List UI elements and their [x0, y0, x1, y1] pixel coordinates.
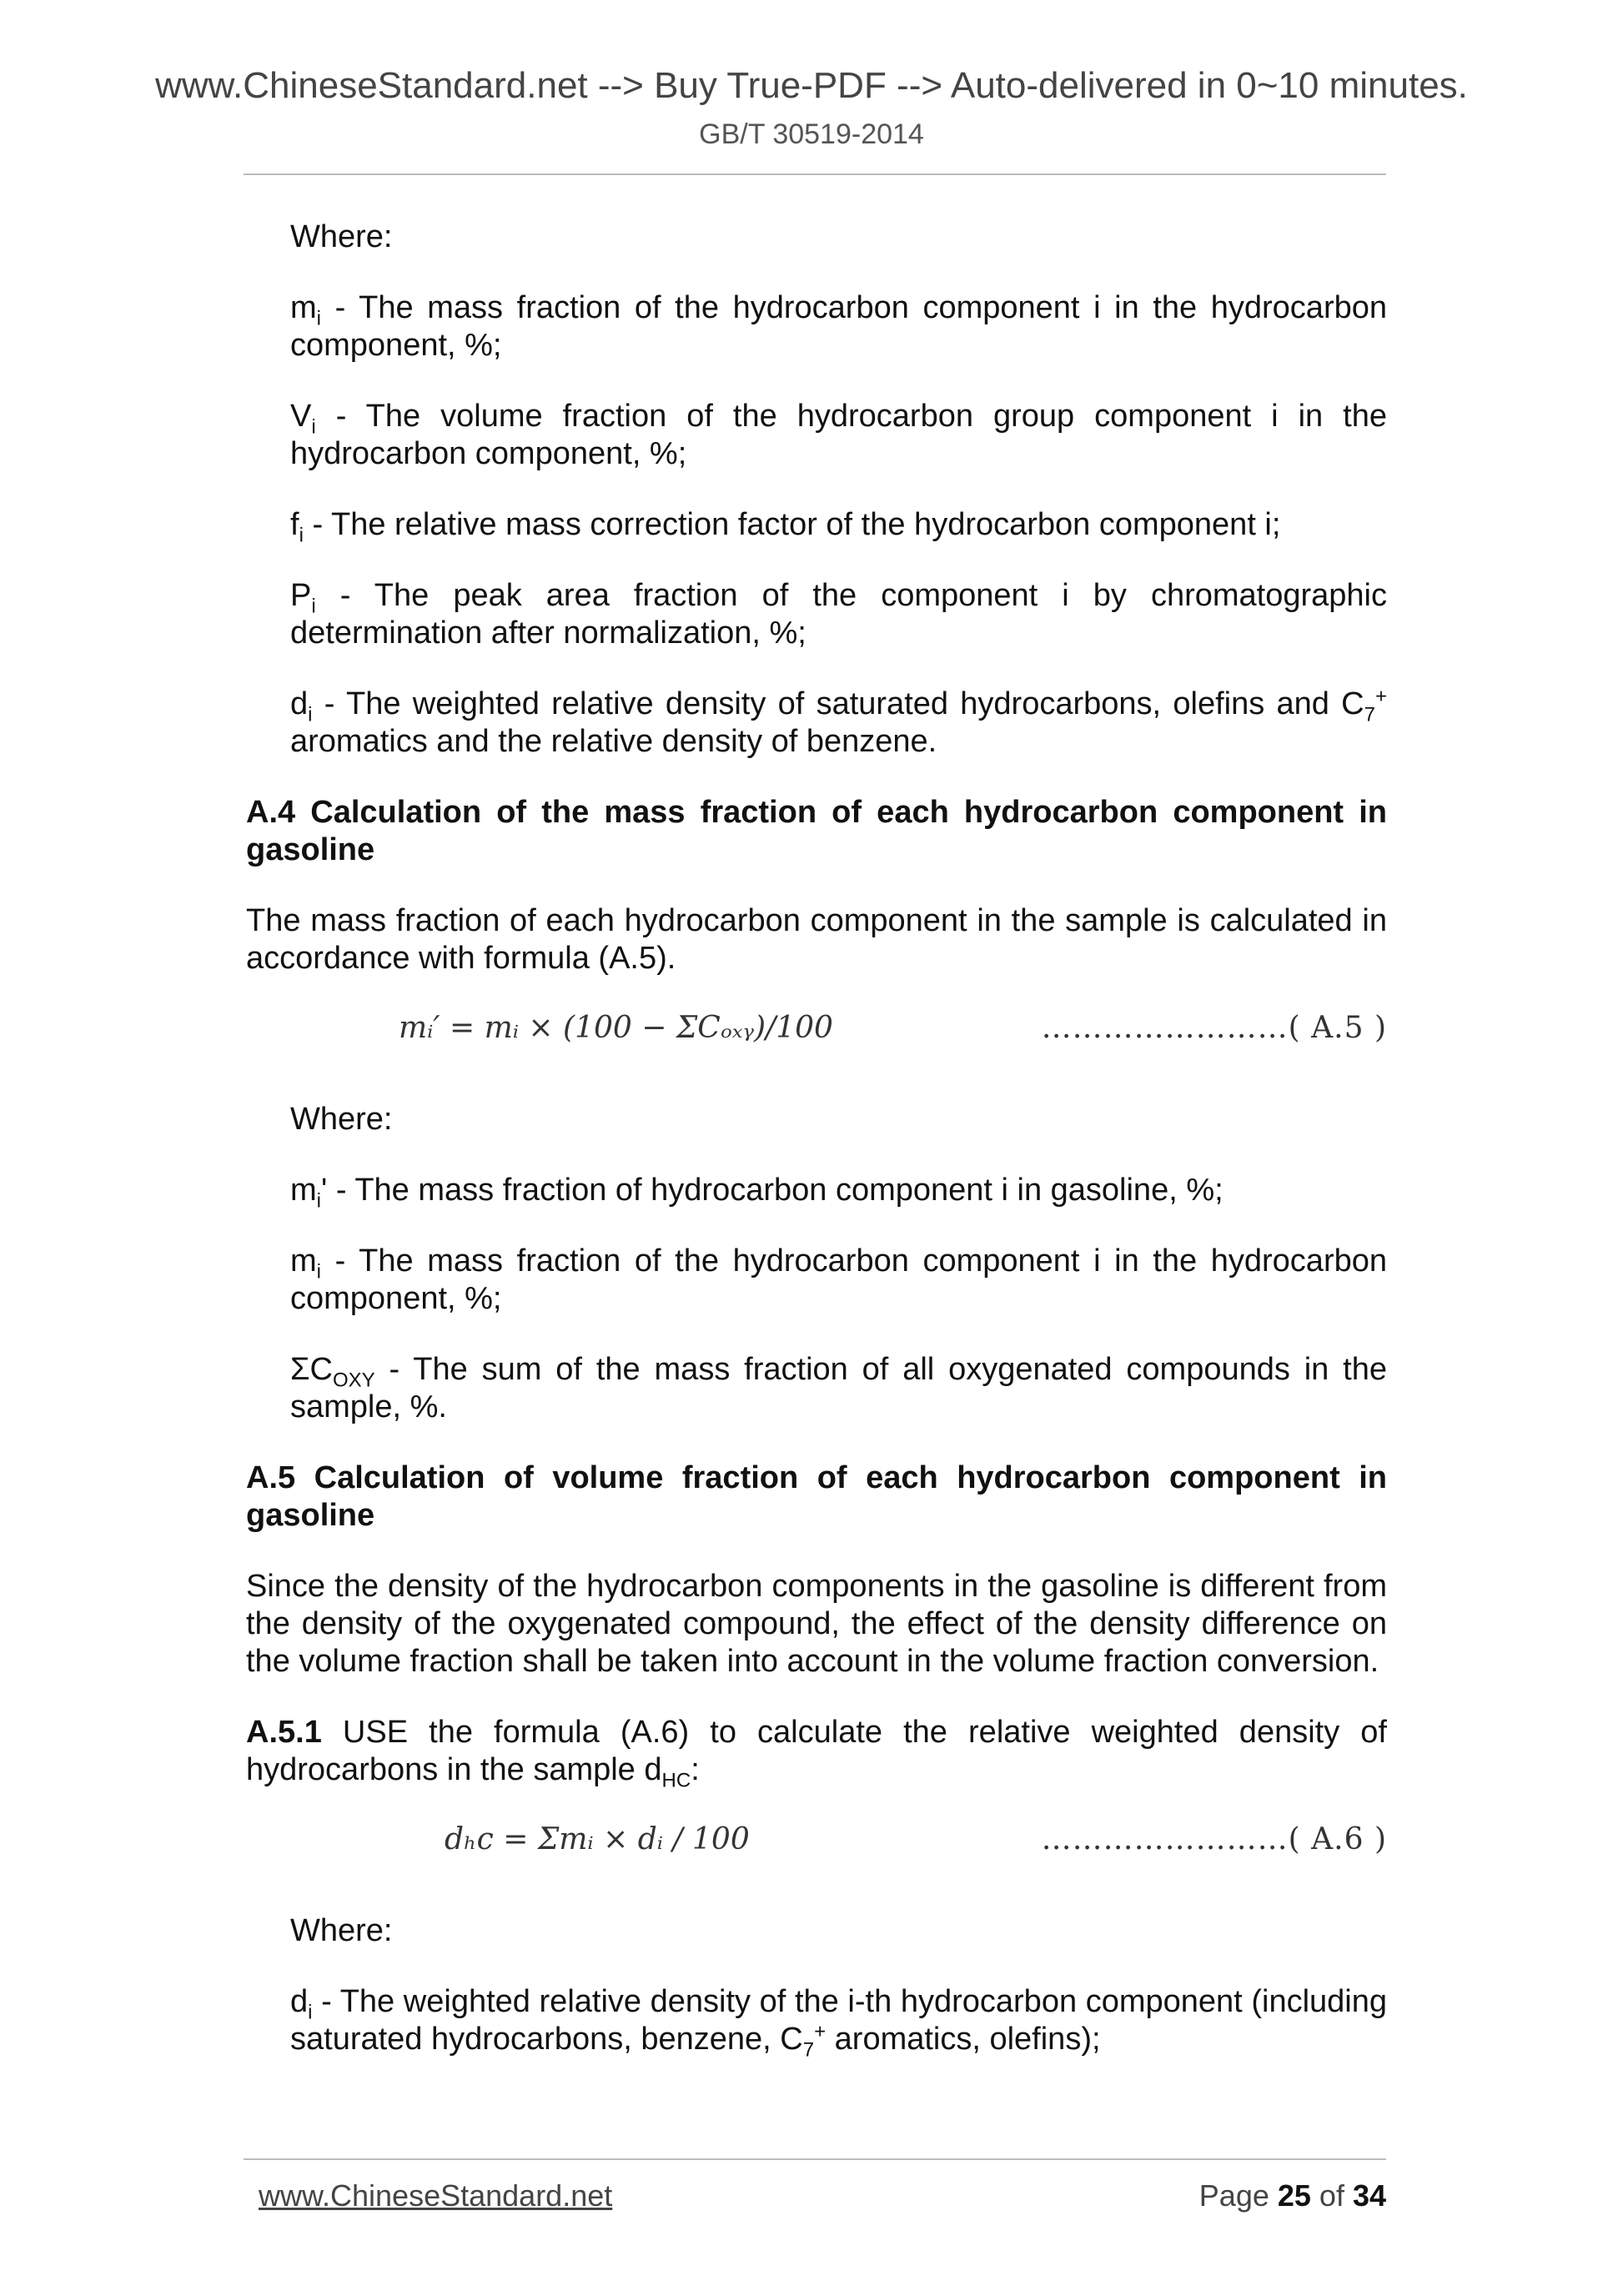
formula-a5 [246, 1004, 1387, 1076]
definition-mi-prime: $m_i'$ - The mass fraction of hydrocarbon component i in gasoline, %; [290, 1173, 1224, 1213]
definition-vi: $V_i$ - The volume fraction of the hydrocarbon group component i in the hydrocarbon component, %; [290, 399, 1387, 471]
formula-a5-expression: mᵢ′ = mᵢ × (100 − ΣCₒₓᵧ)/100 [399, 1011, 833, 1045]
definition-di: $d_i$ - The weighted relative density of saturated hydrocarbons, olefins and $C_7^+$ aromatics and the relative density of benzene. [290, 685, 1387, 759]
where-label: Where: [290, 1102, 393, 1137]
where-label: Where: [290, 219, 393, 254]
definition-fi: $f_i$ - The relative mass correction factor of the hydrocarbon component i; [290, 507, 1281, 547]
footer-divider [244, 2158, 1386, 2160]
page-body [246, 219, 1387, 2092]
paragraph-a51: A.5.1 USE the formula (A.6) to calculate the relative weighted density of hydrocarbons in the sample $d_{HC}$: [246, 1715, 1387, 1792]
where-label: Where: [290, 1913, 393, 1948]
definition-di-ith: $d_i$ - The weighted relative density of the i-th hydrocarbon component (including saturated hydrocarbons, benzene, $C_7^+$ aromatics, olefins); [290, 1984, 1387, 2062]
paragraph-a4: The mass fraction of each hydrocarbon component in the sample is calculated in accordance with formula (A.5). [246, 903, 1387, 976]
header-divider [244, 173, 1386, 175]
section-heading-a4: A.4 Calculation of the mass fraction of each hydrocarbon component in gasoline [246, 795, 1387, 867]
formula-a6 [246, 1816, 1387, 1887]
page-number: Page 25 of 34 [1198, 2178, 1386, 2213]
formula-a5-number: ……………………( A.5 ) [1041, 1011, 1387, 1045]
formula-a6-number: ……………………( A.6 ) [1041, 1822, 1387, 1856]
standard-number: GB/T 30519-2014 [699, 118, 924, 150]
definition-mi: $m_i$ - The mass fraction of the hydrocarbon component i in the hydrocarbon component, %; [290, 290, 1387, 363]
paragraph-a5: Since the density of the hydrocarbon components in the gasoline is different from the density of the oxygenated compound, the effect of the density difference on the volume fraction shall be taken into account in the volume fraction conversion. [246, 1569, 1387, 1679]
definition-mi: $m_i$ - The mass fraction of the hydrocarbon component i in the hydrocarbon component, %; [290, 1243, 1387, 1316]
definition-pi: $P_i$ - The peak area fraction of the component i by chromatographic determination after normalization, %; [290, 578, 1387, 651]
header-banner: www.ChineseStandard.net --> Buy True-PDF --> Auto-delivered in 0~10 minutes. [155, 65, 1468, 106]
section-heading-a5: A.5 Calculation of volume fraction of each hydrocarbon component in gasoline [246, 1460, 1387, 1533]
formula-a6-expression: dₕc = Σmᵢ × dᵢ / 100 [445, 1822, 750, 1856]
footer-link[interactable]: www.ChineseStandard.net [259, 2178, 613, 2213]
definition-coxy: $\Sigma C_{OXY}$ - The sum of the mass fraction of all oxygenated compounds in the sample, %. [290, 1352, 1387, 1424]
